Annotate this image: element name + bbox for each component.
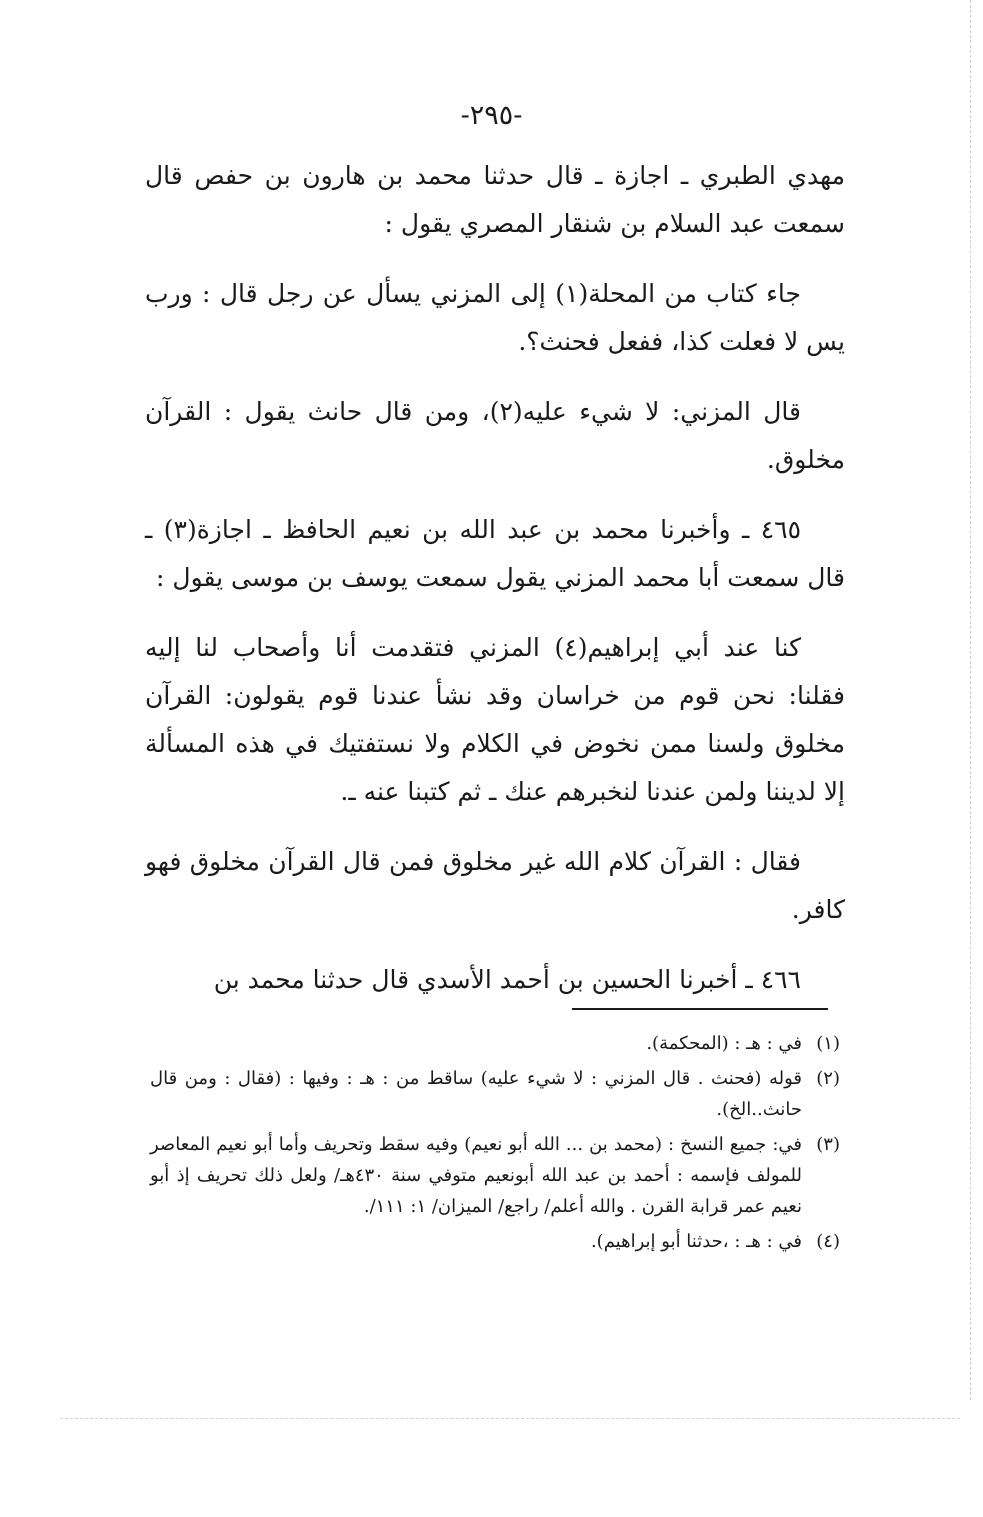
footnote-number: (١) [816, 1033, 840, 1054]
footnote-text: في: جميع النسخ : (محمد بن ... الله أبو نعيم) وفيه سقط وتحريف وأما أبو نعيم المعاصر للمولف فإسمه : أحمد بن عبد الله أبونعيم متوفي سنة ٤٣٠هـ/ ولعل ذلك تحريف إذ أبو نعيم عمر قرابة القرن . والله أعلم/ راجع/ الميزان/ ١: ١١١/. [150, 1134, 802, 1217]
paragraph-answer: قال المزني: لا شيء عليه(٢)، ومن قال حانث يقول : القرآن مخلوق. [145, 397, 845, 474]
paragraph-report-466: ٤٦٦ ـ أخبرنا الحسين بن أحمد الأسدي قال حدثنا محمد بن [213, 965, 801, 994]
footnote-item [150, 1063, 840, 1125]
footnote-item [150, 1129, 840, 1222]
footnotes [150, 1028, 840, 1261]
footnote-divider [572, 1008, 828, 1010]
paragraph-ruling: فقال : القرآن كلام الله غير مخلوق فمن قال القرآن مخلوق فهو كافر. [145, 847, 845, 924]
paragraph-continuation: مهدي الطبري ـ اجازة ـ قال حدثنا محمد بن هارون بن حفص قال سمعت عبد السلام بن شنقار المصري يقول : [145, 161, 845, 238]
footnote-item [150, 1028, 840, 1059]
paragraph-question: جاء كتاب من المحلة(١) إلى المزني يسأل عن رجل قال : ورب يس لا فعلت كذا، ففعل فحنث؟. [145, 279, 845, 356]
page-number: -٢٩٥- [460, 100, 523, 131]
footnote-text: قوله (فحنث . قال المزني : لا شيء عليه) ساقط من : هـ : وفيها : (فقال : ومن قال حانث..الخ). [150, 1068, 802, 1120]
main-text [145, 152, 845, 1026]
paragraph-narration: كنا عند أبي إبراهيم(٤) المزني فتقدمت أنا وأصحاب لنا إليه فقلنا: نحن قوم من خراسان وقد نشأ عندنا قوم يقولون: القرآن مخلوق ولسنا ممن نخوض في الكلام ولا نستفتيك في هذه المسألة إلا لديننا ولمن عندنا لنخبرهم عنك ـ ثم كتبنا عنه ـ. [145, 633, 845, 806]
scan-bottom-line [60, 1418, 960, 1419]
footnote-text: في : هـ : (المحكمة). [646, 1033, 802, 1054]
footnote-item [150, 1226, 840, 1257]
footnote-text: في : هـ : ،حدثنا أبو إبراهيم). [590, 1231, 802, 1252]
footnote-number: (٣) [816, 1134, 840, 1155]
footnote-number: (٤) [816, 1231, 840, 1252]
footnote-number: (٢) [816, 1068, 840, 1089]
scan-edge-line [970, 0, 971, 1400]
paragraph-report-465: ٤٦٥ ـ وأخبرنا محمد بن عبد الله بن نعيم الحافظ ـ اجازة(٣) ـ قال سمعت أبا محمد المزني يقول سمعت يوسف بن موسى يقول : [145, 515, 845, 592]
